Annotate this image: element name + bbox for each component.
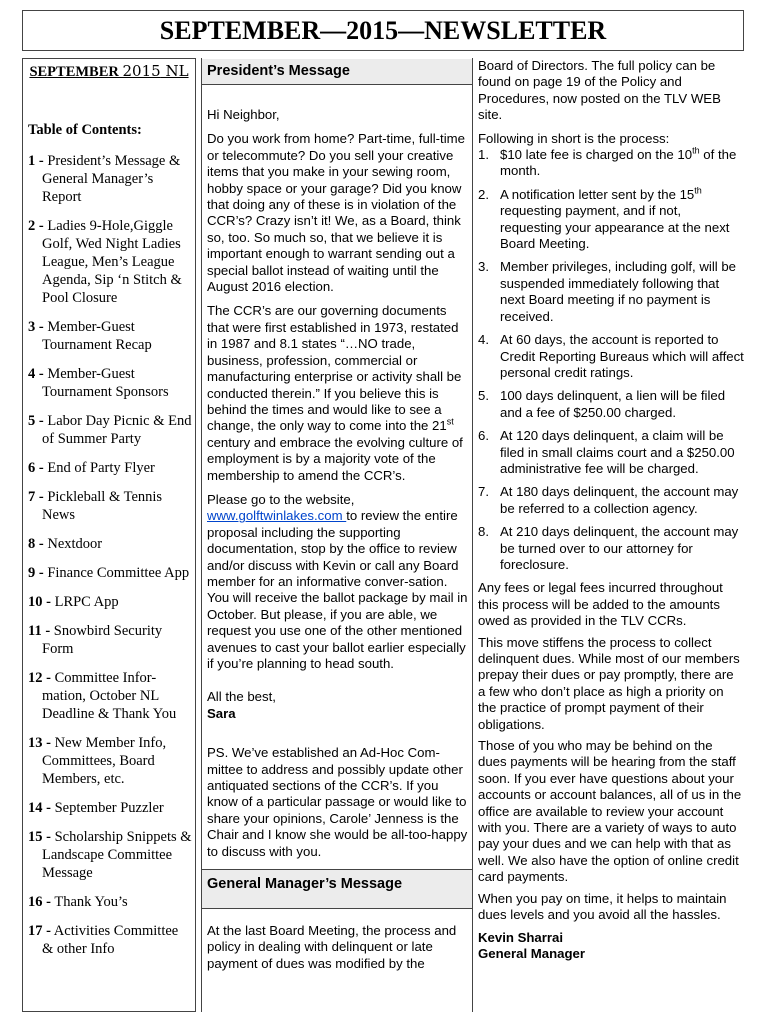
process-step: 1. $10 late fee is charged on the 10th of the month. bbox=[478, 145, 737, 179]
toc-item: 10 - LRPC App bbox=[28, 594, 119, 610]
closing: All the best, Sara bbox=[207, 689, 276, 721]
greeting: Hi Neighbor, bbox=[207, 107, 280, 122]
toc-item: 12 - Committee Infor-mation, October NL Deadline & Thank You bbox=[28, 670, 177, 722]
president-paragraph-3: Please go to the website, www.golftwinlakes.com to review the entire proposal including the supporting documentation, stop by the office to review and/or discuss with Kevin or call any Board member for an informative conver-sation. You will receive the ballot package by mail in October. But please, if you are able, we request you use one of the other mentioned avenues to cast your ballot earlier especially if you’re planning to head south. bbox=[207, 491, 468, 671]
toc-item: 16 - Thank You’s bbox=[28, 894, 128, 910]
process-step: 3. Member privileges, including golf, will be suspended immediately following that next Board meeting if no payment is received. bbox=[478, 259, 737, 324]
toc-title: Table of Contents: bbox=[28, 122, 142, 138]
gm-paragraph-1: At the last Board Meeting, the process and policy in dealing with delinquent or late payment of dues was modified by the bbox=[207, 923, 457, 971]
newsletter-title: SEPTEMBER—2015—NEWSLETTER bbox=[22, 10, 744, 51]
process-step: 8. At 210 days delinquent, the account may be turned over to our attorney for foreclosure. bbox=[478, 524, 739, 572]
toc-item: 14 - September Puzzler bbox=[28, 800, 164, 816]
general-managers-message-heading: General Manager’s Message bbox=[202, 869, 472, 909]
gm-signature: Kevin Sharrai General Manager bbox=[478, 929, 586, 961]
toc-item: 11 - Snowbird Security Form bbox=[28, 623, 163, 657]
process-step: 4. At 60 days, the account is reported to Credit Reporting Bureaus which will affect personal credit ratings. bbox=[478, 332, 744, 380]
toc-item: 5 - Labor Day Picnic & End of Summer Party bbox=[28, 413, 192, 447]
toc-item: 17 - Activities Committee & other Info bbox=[28, 923, 179, 957]
toc-item: 2 - Ladies 9-Hole,Giggle Golf, Wed Night Ladies League, Men’s League Agenda, Sip ‘n Stitch & Pool Closure bbox=[28, 218, 182, 306]
right-column bbox=[476, 58, 744, 1012]
toc-item: 9 - Finance Committee App bbox=[28, 565, 190, 581]
process-step: 2. A notification letter sent by the 15th requesting payment, and if not, requesting your appearance at the next Board Meeting. bbox=[478, 185, 730, 252]
process-step: 7. At 180 days delinquent, the account may be referred to a collection agency. bbox=[478, 484, 739, 516]
toc-item: 7 - Pickleball & Tennis News bbox=[28, 489, 163, 523]
president-paragraph-2: The CCR’s are our governing documents that were first established in 1973, restated in 1987 and 8.1 states “…NO trade, business, profession, commercial or manufacturing enterprise or activity shall be conducted therein.” If you believe this is behind the times and would like to see a change, the only way to come into the 21st century and embrace the evolving culture of employment is by a majority vote of the membership to amend the CCR’s. bbox=[207, 303, 463, 483]
toc-item: 8 - Nextdoor bbox=[28, 536, 103, 552]
gm-paragraph-1-continued: Board of Directors. The full policy can be found on page 19 of the Policy and Procedures, now posted on the TLV WEB site. bbox=[478, 58, 721, 123]
process-step: 6. At 120 days delinquent, a claim will be filed in small claims court and a $250.00 administrative fee will be charged. bbox=[478, 428, 735, 476]
sidebar-header-month: SEPTEMBER bbox=[29, 64, 123, 80]
gm-paragraph-5: When you pay on time, it helps to maintain dues levels and you avoid all the hassles. bbox=[478, 890, 727, 923]
middle-column bbox=[201, 58, 473, 1012]
delinquency-process-list bbox=[478, 147, 744, 573]
toc-item: 4 - Member-Guest Tournament Sponsors bbox=[28, 366, 169, 400]
process-step: 5. 100 days delinquent, a lien will be filed and a fee of $250.00 charged. bbox=[478, 388, 726, 420]
sidebar-header-suffix: NL bbox=[160, 62, 189, 80]
toc-item: 6 - End of Party Flyer bbox=[28, 460, 155, 476]
gm-paragraph-4: Those of you who may be behind on the dues payments will be hearing from the staff soon. If you ever have questions about your accounts or account balances, all of us in the office are available to review your account with you. There are a variety of ways to auto pay your dues and we can help with that as well. We also have the option of online credit card payments. bbox=[478, 738, 742, 885]
toc-item: 13 - New Member Info, Committees, Board Members, etc. bbox=[28, 735, 167, 787]
website-link[interactable]: www.golftwinlakes.com bbox=[207, 508, 347, 524]
gm-paragraph-2: Any fees or legal fees incurred throughout this process will be added to the amounts owed as provided in the TLV CCRs. bbox=[478, 580, 723, 629]
left-sidebar bbox=[22, 58, 196, 1012]
postscript: PS. We’ve established an Ad-Hoc Com-mittee to address and possibly update other antiquated sections of the CCR’s. If you know of a particular passage or would like to share your opinions, Carole’ Jenness is the Chair and I know she would be all-too-happy to discuss with you. bbox=[207, 745, 468, 859]
toc-item: 15 - Scholarship Snippets & Landscape Committee Message bbox=[28, 829, 192, 881]
signature-name: Sara bbox=[207, 705, 236, 721]
table-of-contents bbox=[28, 152, 192, 969]
sidebar-header bbox=[23, 59, 195, 81]
toc-item: 1 - President’s Message & General Manager’s Report bbox=[28, 153, 181, 205]
gm-paragraph-3: This move stiffens the process to collect delinquent dues. While most of our members prepay their dues or pay promptly, there are a few who don’t place as high a priority on the practice of prompt payment of their obligations. bbox=[478, 634, 740, 732]
toc-item: 3 - Member-Guest Tournament Recap bbox=[28, 319, 152, 353]
sidebar-header-year: 2015 bbox=[122, 62, 161, 80]
process-intro: Following in short is the process: bbox=[478, 130, 670, 146]
president-paragraph-1: Do you work from home? Part-time, full-time or telecommute? Do you sell your creative items that you make in your sewing room, hobby space or your garage? Did you know that doing any of these is in violation of the CCR’s? Crazy isn’t it! We, as a Board, think so, too. So much so, that we believe it is important enough to warrant sending out a special ballot instead of waiting until the August 2016 election. bbox=[207, 131, 465, 295]
presidents-message-heading: President’s Message bbox=[202, 59, 472, 85]
